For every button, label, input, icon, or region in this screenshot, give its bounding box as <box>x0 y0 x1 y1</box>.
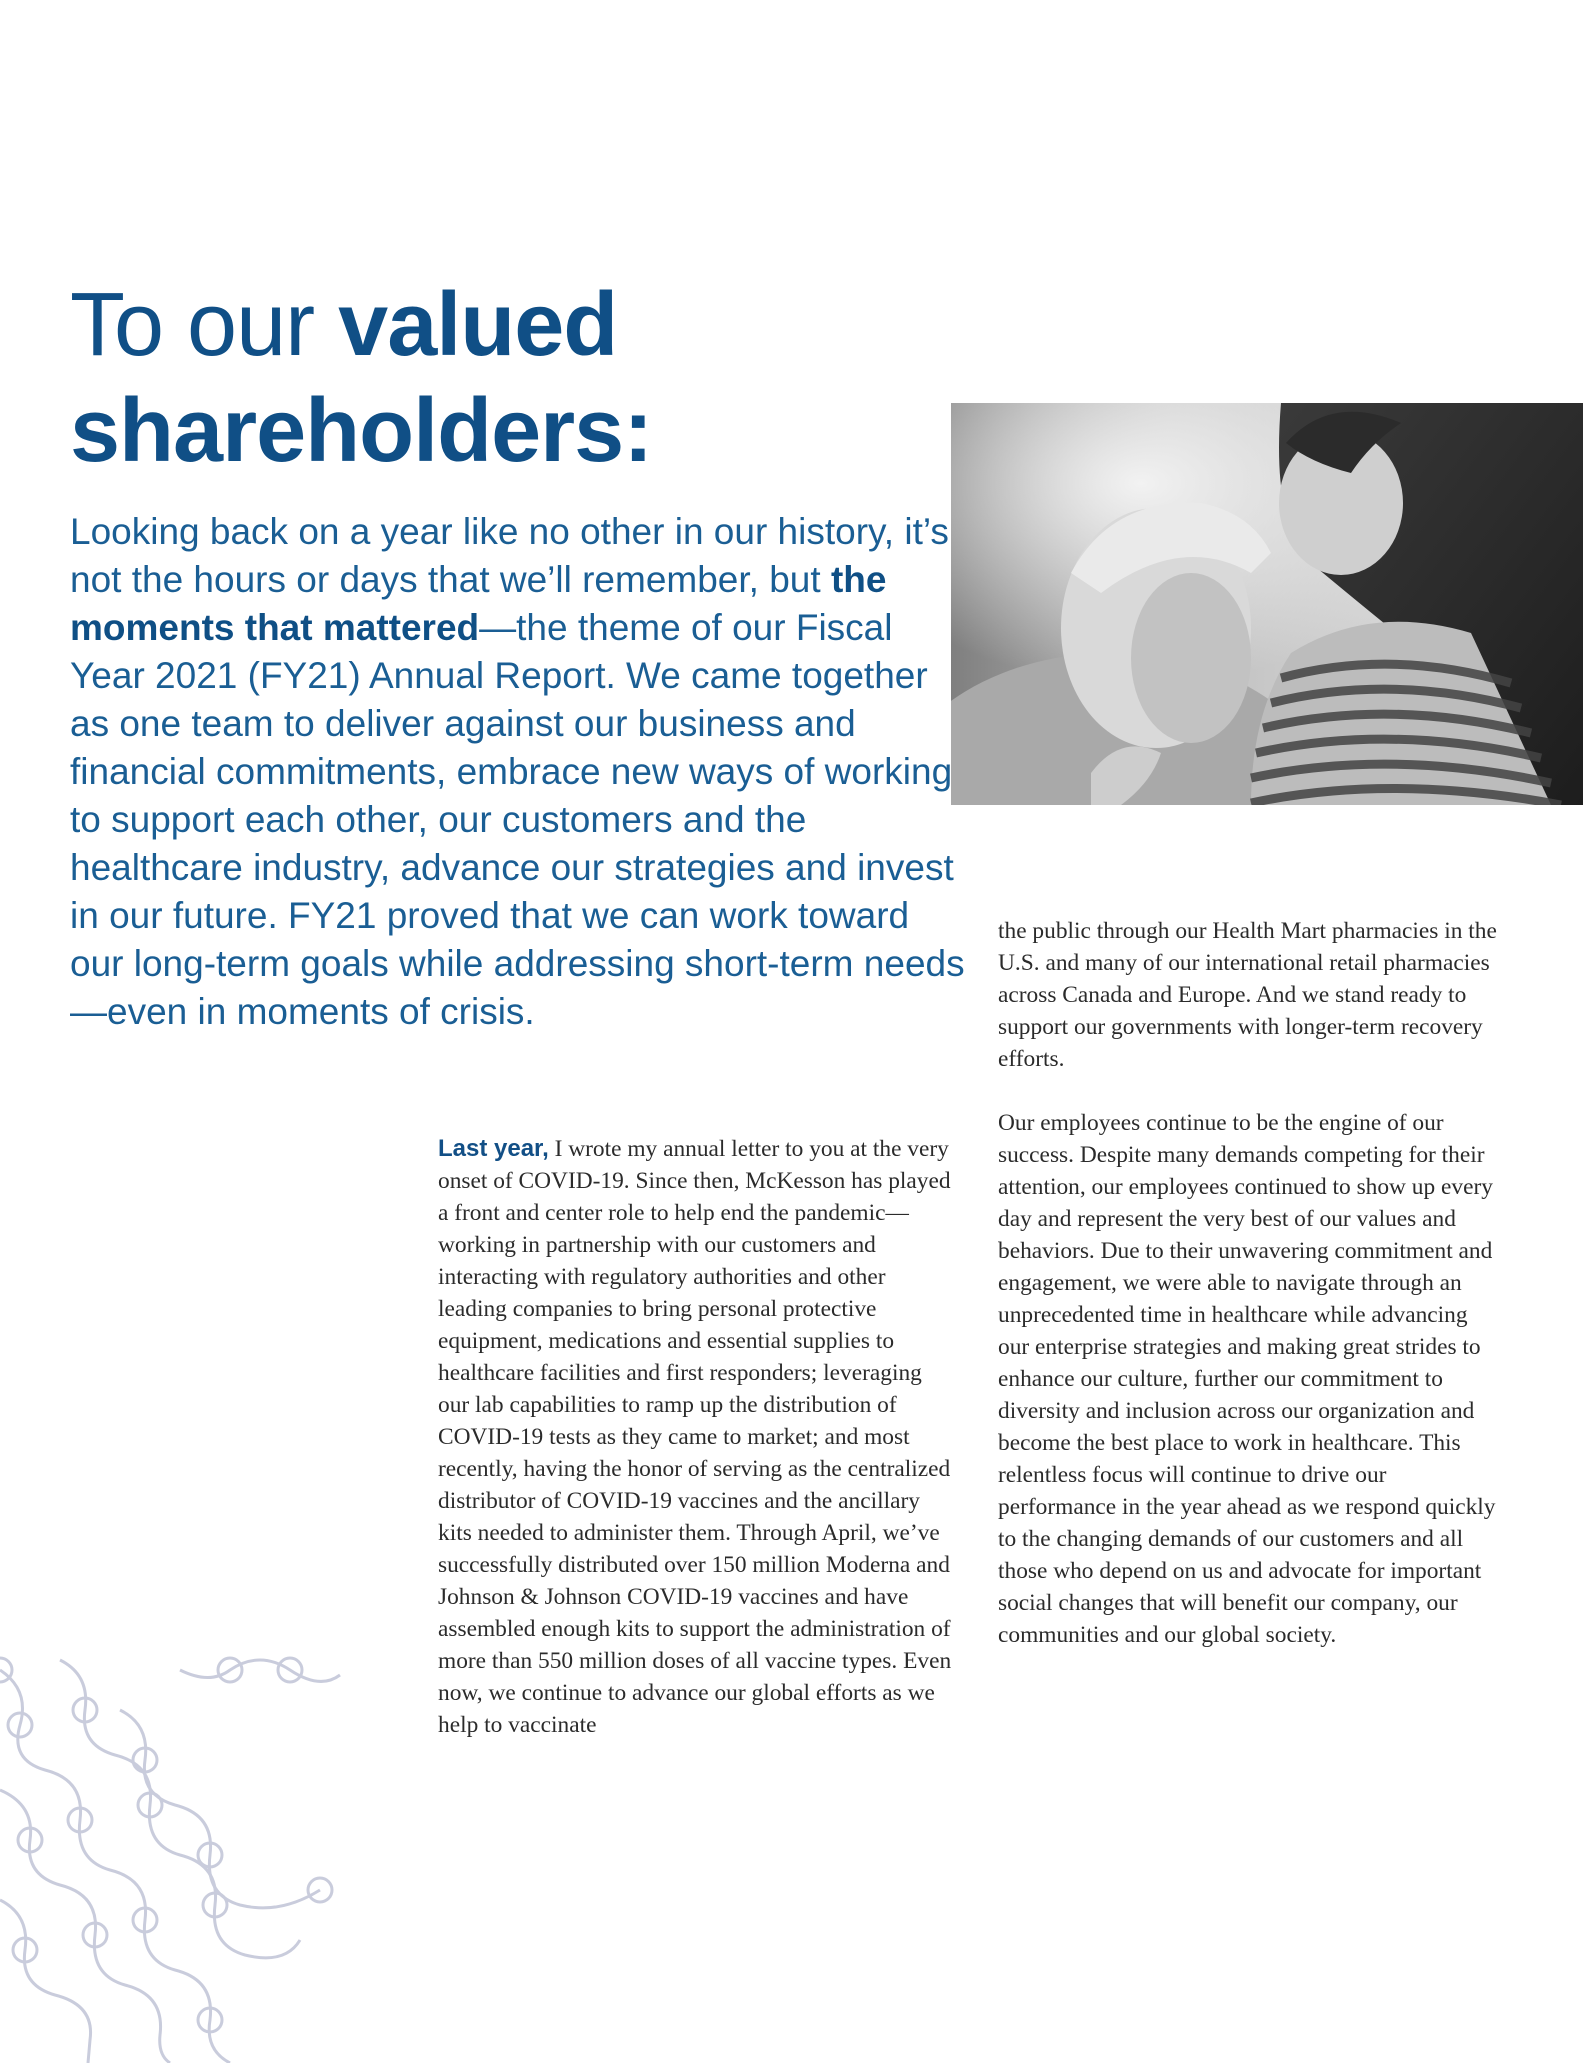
letter-lead: Last year, <box>438 1135 549 1162</box>
letter-paragraph-2: the public through our Health Mart pharmacies in the U.S. and many of our international retail pharmacies across Canada and Europe. And we stand ready to support our governments with longer-term recovery efforts. <box>998 918 1497 1072</box>
title-light: To our <box>70 275 339 375</box>
page-title <box>70 272 652 484</box>
letter-paragraph-1 <box>438 1133 958 1741</box>
intro-text-start: Looking back on a year like no other in our history, it’s not the hours or days that we’ll remember, but <box>70 511 949 600</box>
title-bold-1: valued <box>338 275 618 375</box>
photo-illustration <box>951 403 1583 805</box>
title-bold-2: shareholders: <box>70 381 653 481</box>
grandmother-child-photo <box>951 403 1583 805</box>
intro-text-end: —the theme of our Fiscal Year 2021 (FY21) Annual Report. We came together as one team to deliver against our business and financial commitments, embrace new ways of working to support each other, our customers and the healthcare industry, advance our strategies and invest in our future. FY21 proved that we can work toward our long-term goals while addressing short-term needs—even in moments of crisis. <box>70 607 965 1032</box>
letter-paragraph-3: Our employees continue to be the engine of our success. Despite many demands competing for their attention, our employees continued to show up every day and represent the very best of our values and behaviors. Due to their unwavering commitment and engagement, we were able to navigate through an unprecedented time in healthcare while advancing our enterprise strategies and making great strides to enhance our culture, further our commitment to diversity and inclusion across our organization and become the best place to work in healthcare. This relentless focus will continue to drive our performance in the year ahead as we respond quickly to the changing demands of our customers and all those who depend on us and advocate for important social changes that will benefit our company, our communities and our global society. <box>998 1110 1496 1648</box>
letter-col1-text: I wrote my annual letter to you at the very onset of COVID-19. Since then, McKesson has played a front and center role to help end the pandemic—working in partnership with our customers and interacting with regulatory authorities and other leading companies to bring personal protective equipment, medications and essential supplies to healthcare facilities and first responders; leveraging our lab capabilities to ramp up the distribution of COVID-19 tests as they came to market; and most recently, having the honor of serving as the centralized distributor of COVID-19 vaccines and the ancillary kits needed to administer them. Through April, we’ve successfully distributed over 150 million Moderna and Johnson & Johnson COVID-19 vaccines and have assembled enough kits to support the administration of more than 550 million doses of all vaccine types. Even now, we continue to advance our global efforts as we help to vaccinate <box>438 1136 952 1738</box>
intro-highlight: the moments that mattered <box>70 559 887 648</box>
molecule-pattern-decoration <box>0 1630 360 2063</box>
intro-paragraph <box>70 508 970 1036</box>
letter-column-left <box>438 1133 958 1741</box>
letter-column-right <box>998 915 1498 1651</box>
